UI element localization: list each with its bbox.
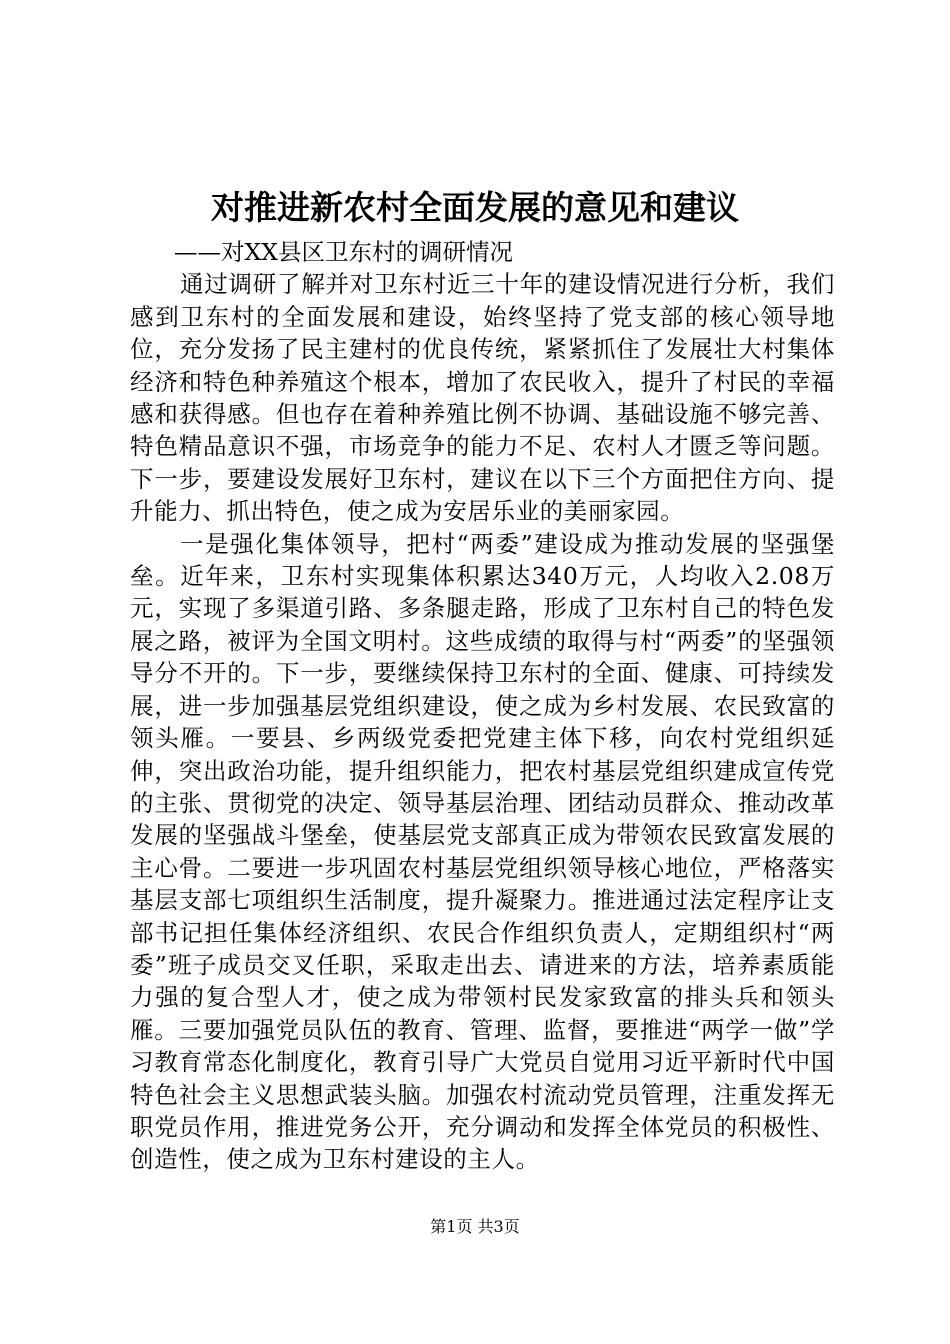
document-subtitle: ——对XX县区卫东村的调研情况: [174, 238, 513, 266]
document-body: [130, 236, 835, 1176]
paragraph-intro: 通过调研了解并对卫东村近三十年的建设情况进行分析，我们感到卫东村的全面发展和建设，始终坚持了党支部的核心领导地位，充分发扬了民主建村的优良传统，紧紧抓住了发展壮大村集体经济和特色种养殖这个根本，增加了农民收入，提升了村民的幸福感和获得感。但也存在着种养殖比例不协调、基础设施不够完善、特色精品意识不强，市场竞争的能力不足、农村人才匮乏等问题。下一步，要建设发展好卫东村，建议在以下三个方面把住方向、提升能力、抓出特色，使之成为安居乐业的美丽家园。: [130, 270, 835, 526]
paragraph-collective-leadership: 一是强化集体领导，把村“两委”建设成为推动发展的坚强堡垒。近年来，卫东村实现集体积累达340万元，人均收入2.08万元，实现了多渠道引路、多条腿走路，形成了卫东村自己的特色发展之路，被评为全国文明村。这些成绩的取得与村“两委”的坚强领导分不开的。下一步，要继续保持卫东村的全面、健康、可持续发展，进一步加强基层党组织建设，使之成为乡村发展、农民致富的领头雁。一要县、乡两级党委把党建主体下移，向农村党组织延伸，突出政治功能，提升组织能力，把农村基层党组织建成宣传党的主张、贯彻党的决定、领导基层治理、团结动员群众、推动改革发展的坚强战斗堡垒，使基层党支部真正成为带领农民致富发展的主心骨。二要进一步巩固农村基层党组织领导核心地位，严格落实基层支部七项组织生活制度，提升凝聚力。推进通过法定程序让支部书记担任集体经济组织、农民合作组织负责人，定期组织村“两委”班子成员交叉任职，采取走出去、请进来的方法，培养素质能力强的复合型人才，使之成为带领村民发家致富的排头兵和领头雁。三要加强党员队伍的教育、管理、监督，要推进“两学一做”学习教育常态化制度化，教育引导广大党员自觉用习近平新时代中国特色社会主义思想武装头脑。加强农村流动党员管理，注重发挥无职党员作用，推进党务公开，充分调动和发挥全体党员的积极性、创造性，使之成为卫东村建设的主人。: [130, 529, 835, 1174]
document-title: 对推进新农村全面发展的意见和建议: [211, 188, 739, 227]
page-number-footer: 第1页 共3页: [430, 1217, 520, 1236]
